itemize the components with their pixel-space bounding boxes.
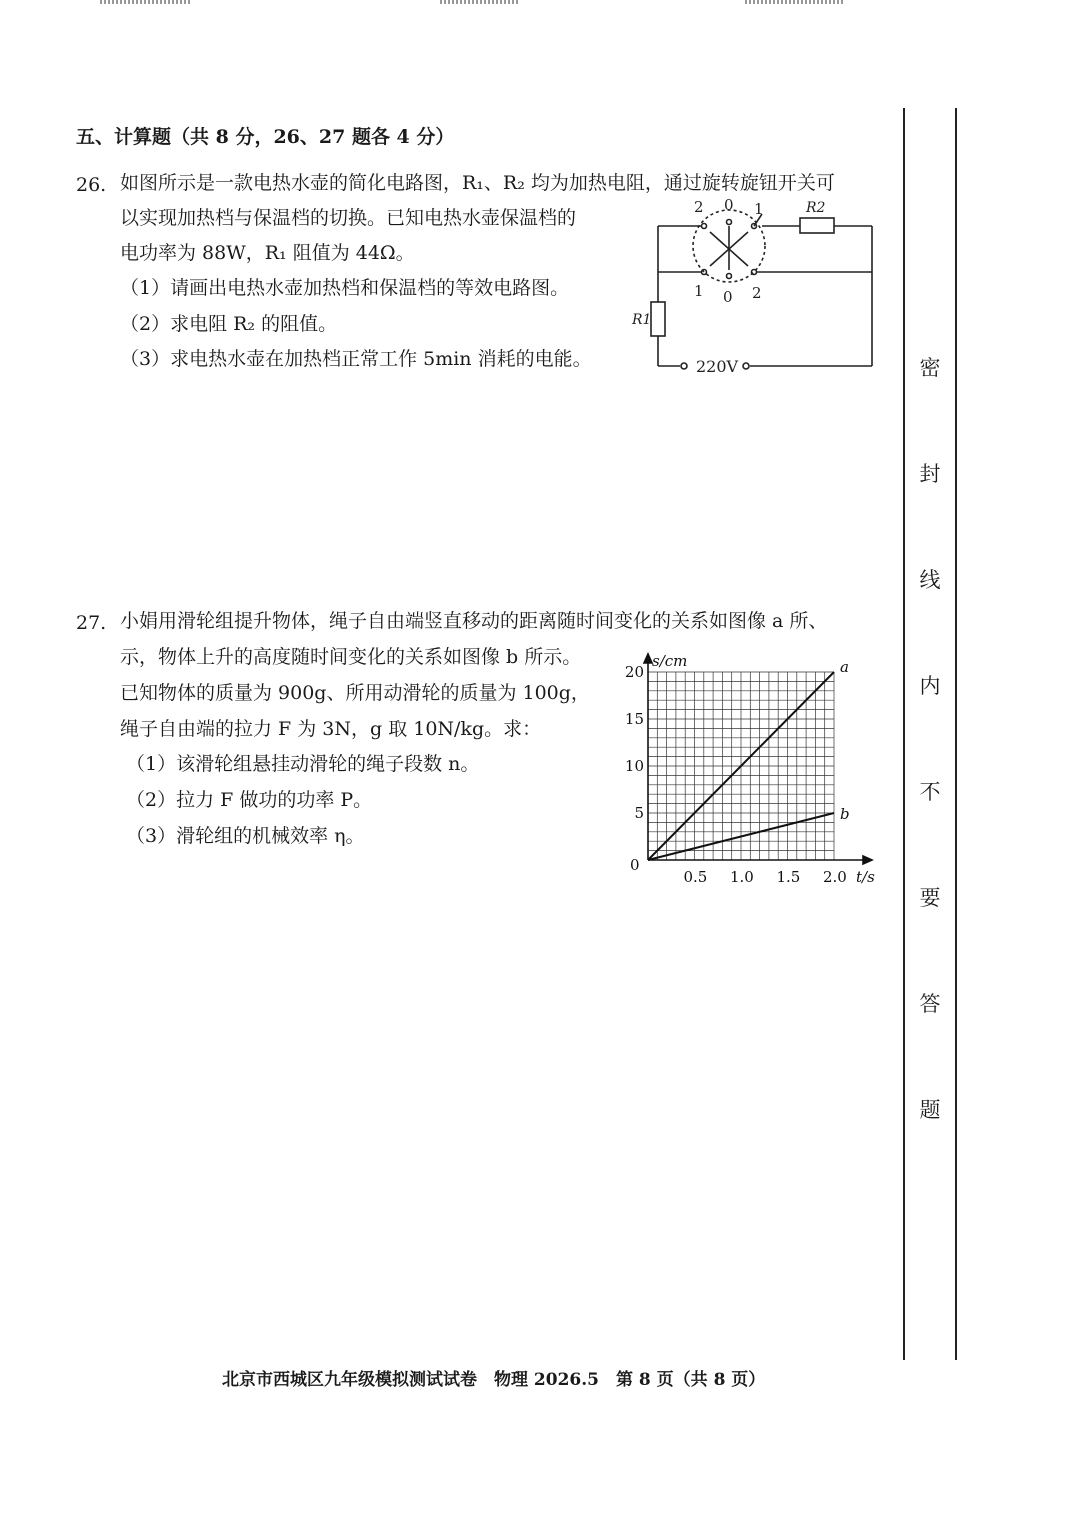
label-r1: R1 bbox=[632, 312, 652, 328]
r1-resistor bbox=[651, 302, 665, 336]
label-r2: R2 bbox=[806, 200, 826, 216]
q27-line-3: 已知物体的质量为 900g、所用动滑轮的质量为 100g， bbox=[120, 682, 590, 704]
series-label-a: a bbox=[840, 658, 849, 676]
contact-bottom-0 bbox=[727, 274, 732, 279]
terminal-right bbox=[743, 363, 749, 369]
q27-line-4: 绳子自由端的拉力 F 为 3N，g 取 10N/kg。求： bbox=[120, 718, 542, 740]
seal-char: 密 bbox=[919, 356, 941, 380]
scan-artifact bbox=[440, 0, 520, 4]
x-tick-label: 0.5 bbox=[683, 868, 708, 886]
seal-line-right bbox=[955, 108, 957, 1360]
label-bottom-2: 2 bbox=[752, 284, 762, 302]
label-bottom-0: 0 bbox=[723, 288, 733, 306]
contact-bottom-2 bbox=[752, 270, 757, 275]
y-axis-arrow bbox=[644, 654, 652, 663]
contact-top-2 bbox=[702, 224, 707, 229]
q27-line-1: 小娟用滑轮组提升物体，绳子自由端竖直移动的距离随时间变化的关系如图像 a 所、 bbox=[120, 610, 828, 632]
y-tick-label: 5 bbox=[634, 804, 644, 822]
series-label-b: b bbox=[840, 805, 850, 823]
seal-char: 封 bbox=[919, 462, 941, 486]
q26-sub-2: （2）求电阻 R₂ 的阻值。 bbox=[120, 313, 338, 335]
q26-sub-3: （3）求电热水壶在加热档正常工作 5min 消耗的电能。 bbox=[120, 348, 592, 370]
x-axis-title: t/s bbox=[856, 868, 875, 886]
origin-label: 0 bbox=[630, 856, 640, 874]
circuit-diagram bbox=[620, 190, 890, 390]
label-top-0: 0 bbox=[724, 196, 734, 214]
x-tick-label: 2.0 bbox=[823, 868, 847, 886]
label-top-2: 2 bbox=[694, 198, 704, 216]
page-footer: 北京市西城区九年级模拟测试试卷 物理 2026.5 第 8 页（共 8 页） bbox=[222, 1370, 766, 1390]
seal-char: 线 bbox=[919, 568, 941, 592]
contact-bottom-1 bbox=[702, 270, 707, 275]
q27-line-2: 示，物体上升的高度随时间变化的关系如图像 b 所示。 bbox=[120, 646, 582, 668]
q26-line-2: 以实现加热档与保温档的切换。已知电热水壶保温档的 bbox=[120, 207, 577, 229]
contact-top-0 bbox=[727, 220, 732, 225]
x-axis-arrow bbox=[863, 856, 872, 864]
q26-sub-1: （1）请画出电热水壶加热档和保温档的等效电路图。 bbox=[120, 277, 570, 299]
q27-sub-2: （2）拉力 F 做功的功率 P。 bbox=[126, 789, 373, 811]
q27-number: 27. bbox=[76, 612, 107, 634]
seal-line-left bbox=[903, 108, 905, 1360]
s-t-chart bbox=[620, 640, 890, 896]
seal-char: 不 bbox=[919, 780, 941, 804]
seal-char: 要 bbox=[919, 886, 941, 910]
q26-line-1: 如图所示是一款电热水壶的简化电路图，R₁、R₂ 均为加热电阻，通过旋转旋钮开关可 bbox=[120, 172, 835, 194]
section-title: 五、计算题（共 8 分，26、27 题各 4 分） bbox=[76, 126, 455, 148]
seal-char: 题 bbox=[919, 1098, 941, 1122]
q27-sub-1: （1）该滑轮组悬挂动滑轮的绳子段数 n。 bbox=[126, 753, 480, 775]
r2-resistor bbox=[800, 218, 834, 233]
x-tick-label: 1.5 bbox=[776, 868, 801, 886]
seal-char: 内 bbox=[919, 674, 941, 698]
q26-number: 26. bbox=[76, 174, 107, 196]
y-axis-title: s/cm bbox=[652, 652, 688, 670]
scan-artifact bbox=[100, 0, 190, 4]
scan-artifact bbox=[745, 0, 845, 4]
q26-line-3: 电功率为 88W，R₁ 阻值为 44Ω。 bbox=[120, 242, 415, 264]
y-tick-label: 10 bbox=[624, 757, 644, 775]
label-bottom-1: 1 bbox=[694, 282, 704, 300]
label-voltage: 220V bbox=[696, 357, 739, 376]
q27-sub-3: （3）滑轮组的机械效率 η。 bbox=[126, 825, 365, 847]
seal-char: 答 bbox=[919, 992, 941, 1016]
y-tick-label: 15 bbox=[624, 710, 644, 728]
y-tick-label: 20 bbox=[624, 663, 644, 681]
terminal-left bbox=[681, 363, 687, 369]
x-tick-label: 1.0 bbox=[730, 868, 754, 886]
label-top-1: 1 bbox=[754, 200, 764, 218]
